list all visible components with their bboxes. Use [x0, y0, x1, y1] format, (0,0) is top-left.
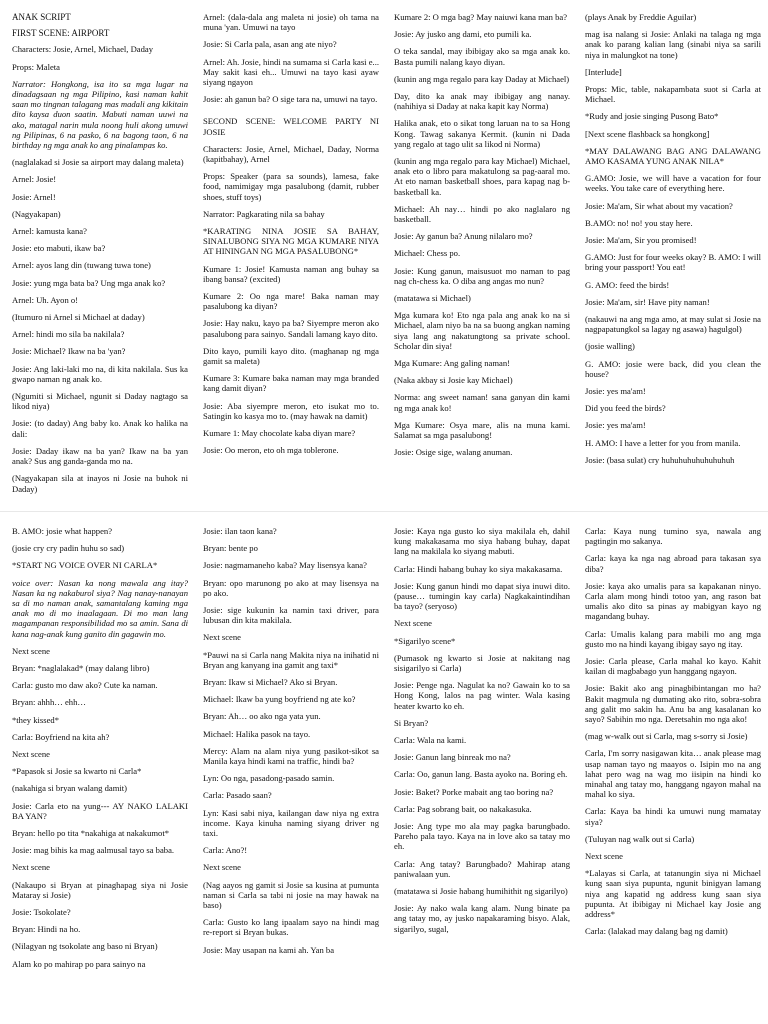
script-line: Josie: Osige sige, walang anuman. — [394, 447, 513, 458]
script-line: (nakauwi na ang mga amo, at may sulat si Josie na nagpapatungkol sa lagay ng asawa) hagulgol) — [585, 314, 761, 335]
script-line: Josie: Hay naku, kayo pa ba? Siyempre meron ako pasalubong para sainyo. Sandali lamang kayo dito. — [203, 318, 379, 339]
script-line: Bryan: ahhh… ehh… — [12, 697, 86, 708]
script-line: Josie: yes ma'am! — [585, 420, 646, 431]
script-line: Arnel: (dala-dala ang maleta ni josie) oh tama na muna 'yan. Umuwi na tayo — [203, 12, 379, 33]
script-line: *Rudy and josie singing Pusong Bato* — [585, 111, 719, 122]
script-line: Michael: Chess po. — [394, 248, 461, 259]
script-line: Josie: Bakit ako ang pinagbibintangan mo ha? Bakit magmula ng dumating ako rito, sobra-sobra ang galit mo sakin ha. Anu ba ang kasalanan ko sayo? Sabihin mo nga. Deretsahin mo nga ako! — [585, 683, 761, 725]
script-line: Josie: Ang type mo ala may pagka barungbado. Pareho pala tayo. Kaya na in love ako sa tatay mo eh. — [394, 821, 570, 852]
script-line: Next scene — [203, 862, 241, 873]
script-line: Characters: Josie, Arnel, Michael, Daday, Norma (kapitbahay), Arnel — [203, 143, 379, 165]
script-line: Kumare 2: O mga bag? May naiuwi kana man ba? — [394, 12, 568, 22]
script-line: Kumare 1: May chocolate kaba diyan mare? — [203, 428, 356, 439]
script-line: Bryan: *naglalakad* (may dalang libro) — [12, 663, 150, 674]
script-line: Dito kayo, pumili kayo dito. (maghanap ng mga gamit sa maleta) — [203, 345, 379, 367]
script-line: Arnel: Josie! — [12, 174, 57, 185]
script-line: Josie: Michael? Ikaw na ba 'yan? — [12, 346, 126, 357]
script-line: Bryan: hello po tita *nakahiga at nakakumot* — [12, 828, 170, 839]
script-line: Carla: Hindi habang buhay ko siya makakasama. — [394, 563, 563, 574]
script-line: Josie: Kaya nga gusto ko siya makilala eh, dahil kung makakasama mo siya habang buhay, dapat lang na makilala ko siyang mabuti. — [394, 526, 570, 557]
script-line: O teka sandal, may ibibigay ako sa mga anak ko. Basta pumili nalang kayo diyan. — [394, 46, 570, 67]
script-line: Norma: ang sweet naman! sana ganyan din kami ng mga anak ko! — [394, 392, 570, 413]
script-line: Narrator: Pagkarating nila sa bahay — [203, 208, 325, 219]
script-line: *START NG VOICE OVER NI CARLA* — [12, 560, 158, 571]
script-line: Carla: Kaya ba hindi ka umuwi nung mamatay siya? — [585, 806, 761, 827]
script-line: Josie: (basa sulat) cry huhuhuhuhuhuhuhuh — [585, 454, 735, 465]
script-line: (Nakaupo si Bryan at pinaghapag siya ni Josie Mataray si Josie) — [12, 879, 188, 900]
script-line: Josie: ilan taon kana? — [203, 526, 277, 536]
script-line: Carla: Ang tatay? Barungbado? Mahirap atang paniwalaan yun. — [394, 858, 570, 879]
script-line: Josie: Arnel! — [12, 191, 56, 202]
script-line: Bryan: Hindi na ho. — [12, 924, 81, 935]
script-line: Kumare 3: Kumare baka naman may mga branded kang damit diyan? — [203, 373, 379, 394]
script-line: (matatawa si Josie habang humihithit ng sigarilyo) — [394, 886, 568, 897]
script-line: Josie: Si Carla pala, asan ang ate niyo? — [203, 39, 337, 50]
script-line: Josie: kaya ako umalis para sa kapakanan ninyo. Carla alam mong hindi totoo yan, ang rason bat umalis ako dito sa pinas ay mabigyan kayo ng magandang buhay. — [585, 580, 761, 622]
script-line: G. AMO: josie were back, did you clean the house? — [585, 358, 761, 379]
script-line: Narrator: Hongkong, isa ito sa mga lugar na dinadagsaan ng mga Pilipino, kasi naman kahit saan mo tingnan talagang mas madali ang kikitain dito kaysa duon saatin. Mabuti naman uuwi na ako, matagal narin mula noong huli akong umuwi ng Pilipinas, 6 na pasko, 6 na bagong taon, 6 na birthday ng mga anak ko ang pinalampas ko. — [12, 78, 188, 151]
script-line: Carla: Gusto ko lang ipaalam sayo na hindi mag re-report si Bryan bukas. — [203, 917, 379, 938]
script-line: Bryan: Ah… oo ako nga yata yun. — [203, 711, 321, 722]
script-line: (Itumuro ni Arnel si Michael at daday) — [12, 312, 145, 323]
script-line: Josie: yes ma'am! — [585, 386, 646, 397]
script-line: (josie cry cry padin huhu so sad) — [12, 543, 125, 554]
script-line: Josie: Ay jusko ang dami, eto pumili ka. — [394, 29, 532, 40]
script-line: Kumare 1: Josie! Kamusta naman ang buhay sa ibang bansa? (excited) — [203, 263, 379, 284]
script-line: Josie: Daday ikaw na ba yan? Ikaw na ba yan anak? Sus ang ganda-ganda mo na. — [12, 445, 188, 467]
script-line: Props: Speaker (para sa sounds), lamesa, fake food, namimigay mga pasalubong (damit, rubber shoes, stuff toys) — [203, 171, 379, 202]
script-line: Carla: Pag sobrang bait, oo nakakasuka. — [394, 803, 532, 814]
script-line: [Next scene flashback sa hongkong] — [585, 128, 710, 139]
bottom-column-1 — [12, 526, 188, 1022]
top-column-3 — [394, 12, 570, 508]
top-column-4 — [585, 12, 761, 508]
script-line: G.AMO: Josie, we will have a vacation for four weeks. You take care of everything here. — [585, 173, 761, 194]
script-line: Josie: Penge nga. Nagulat ka no? Gawain ko to sa Hong Kong, lalos na pag winter. Wala kasing heater kwarto ko eh. — [394, 680, 570, 711]
script-line: *they kissed* — [12, 714, 60, 725]
script-line: Josie: ah ganun ba? O sige tara na, umuwi na tayo. — [203, 94, 378, 105]
script-line: Josie: (to daday) Ang baby ko. Anak ko halika na dali: — [12, 418, 188, 439]
script-line: *MAY DALAWANG BAG ANG DALAWANG AMO KASAMA YUNG ANAK NILA* — [585, 145, 761, 167]
script-line: (Nilagyan ng tsokolate ang baso ni Bryan) — [12, 941, 158, 952]
script-line: G.AMO: Just for four weeks okay? B. AMO: I will bring your passport! You eat! — [585, 252, 761, 273]
script-line: Josie: Ma'am, Sir what about my vacation? — [585, 200, 733, 211]
script-line: Mga kumara ko! Eto nga pala ang anak ko na si Michael, alam niyo ba na sa buong angkan naming siya lang ang nakatungtong sa private school. Scholar din siya! — [394, 310, 570, 351]
script-line: H. AMO: I have a letter for you from manila. — [585, 437, 741, 448]
script-line: Carla: kaya ka nga nag abroad para takasan sya diba? — [585, 553, 761, 574]
script-line: *KARATING NINA JOSIE SA BAHAY, SINALUBONG SIYA NG MGA KUMARE NIYA AT HININGAN NG MGA PASALUBONG* — [203, 226, 379, 257]
script-line: Josie: mag bihis ka mag aalmusal tayo sa baba. — [12, 845, 175, 856]
script-line: Next scene — [12, 749, 50, 760]
script-line: B. AMO: josie what happen? — [12, 526, 113, 536]
script-line: Next scene — [585, 851, 623, 862]
script-line: Josie: Aba siyempre meron, eto isukat mo to. Satingin ko kasya mo to. (may hawak na damit) — [203, 400, 379, 421]
script-line: Carla: gusto mo daw ako? Cute ka naman. — [12, 680, 158, 691]
script-line: Characters: Josie, Arnel, Michael, Daday — [12, 44, 154, 55]
script-line: Next scene — [12, 862, 50, 873]
script-line: Arnel: hindi mo sila ba nakilala? — [12, 329, 125, 340]
script-line: (Tuluyan nag walk out si Carla) — [585, 833, 695, 844]
script-line: Josie: Tsokolate? — [12, 907, 71, 918]
script-line: Halika anak, eto o sikat tong laruan na to sa Hong Kong. Tawag sakanya Kermit. (kunin ni Dada yang regalo at tago ulit sa likod ni Norma) — [394, 118, 570, 149]
script-line: (matatawa si Michael) — [394, 293, 471, 304]
script-line: (kunin ang mga regalo para kay Michael) Michael, anak eto o libro para makatulong sa pag-aaral mo. At eto naman basketball shoes, para kapag nag b-basketball ka. — [394, 156, 570, 197]
script-line: Lyn: Oo nga, pasadong-pasado samin. — [203, 773, 335, 784]
script-line: (Nagyakapan sila at inayos ni Josie na buhok ni Daday) — [12, 473, 188, 494]
script-line: Josie: Ma'am, sir! Have pity naman! — [585, 296, 710, 307]
script-line: Josie: Ay ganun ba? Anung nilalaro mo? — [394, 231, 533, 242]
script-line: (Naka akbay si Josie kay Michael) — [394, 375, 513, 386]
script-line: (josie walling) — [585, 341, 635, 352]
top-column-1 — [12, 12, 188, 508]
script-line: Arnel: Ah. Josie, hindi na sumama si Carla kasi e... May sakit kasi eh... Umuwi na tayo kasi ayaw siyang ngayon — [203, 56, 379, 88]
script-line: Arnel: ayos lang din (tuwang tuwa tone) — [12, 260, 151, 271]
script-line: Props: Maleta — [12, 61, 60, 72]
script-line: Bryan: bente po — [203, 543, 258, 554]
script-line: Josie: Ang laki-laki mo na, di kita nakilala. Sus ka gwapo naman ng anak ko. — [12, 363, 188, 384]
bottom-page-section — [0, 514, 768, 1024]
script-line: Carla: Pasado saan? — [203, 790, 272, 801]
script-line: Carla: Boyfriend na kita ah? — [12, 731, 110, 742]
script-line: Josie: Carla eto na yung--- AY NAKO LALAKI BA YAN? — [12, 800, 188, 821]
script-line: G. AMO: feed the birds! — [585, 279, 670, 290]
script-line: Josie: yung mga bata ba? Ung mga anak ko? — [12, 277, 166, 288]
script-line: Lyn: Kasi sabi niya, kailangan daw niya ng extra income. Kaya kinuha naming siyang driver ng taxi. — [203, 807, 379, 839]
script-line: Josie: Kung ganun, maisusuot mo naman to pag nag ch-chess ka. O diba ang angas mo nun? — [394, 265, 570, 286]
top-page-section — [0, 0, 768, 510]
script-line: Josie: eto mabuti, ikaw ba? — [12, 243, 106, 254]
script-line: Josie: Ma'am, Sir you promised! — [585, 235, 697, 246]
script-line: Carla: Ano?! — [203, 845, 248, 856]
script-line: Josie: Oo meron, eto oh mga toblerone. — [203, 445, 339, 456]
script-line: (Nag aayos ng gamit si Josie sa kusina at pumunta naman si Carla sa tabi ni josie na may hawak na baso) — [203, 879, 379, 911]
script-line: Michael: Ah nay… hindi po ako naglalaro ng basketball. — [394, 203, 570, 225]
script-line: Mga Kumare: Ang galing naman! — [394, 358, 510, 369]
script-line: Mercy: Alam na alam niya yung pasikot-sikot sa Manila kaya hindi kami na traffic, hindi ba? — [203, 745, 379, 767]
script-line: Alam ko po mahirap po para sainyo na — [12, 958, 146, 969]
script-line: Si Bryan? — [394, 717, 429, 728]
script-line: Next scene — [203, 632, 241, 643]
script-line: Did you feed the birds? — [585, 403, 666, 414]
script-line: *Pauwi na si Carla nang Makita niya na inihatid ni Bryan ang kanyang ina gamit ang taxi* — [203, 649, 379, 670]
top-column-2 — [203, 12, 379, 508]
script-line: Carla: Wala na kami. — [394, 735, 467, 746]
script-line: *Lalayas si Carla, at tatanungin siya ni Michael kung saan siya pupunta, ngunit binigyan lamang niya ang kapatid ng address kung saan siya pupunta. At ibibigay ni Michael kay Josie ang address* — [585, 868, 761, 920]
bottom-column-2 — [203, 526, 379, 1022]
script-line: mag isa nalang si Josie: Anlaki na talaga ng mga anak ko parang kalian lang (sinabi niya sa sarili niya in malungkot na tone) — [585, 29, 761, 60]
script-line: ANAK SCRIPT — [12, 12, 71, 22]
script-line: Josie: Kung ganun hindi mo dapat siya inuwi dito. (pause… tumingin kay carla) Nagkakaintindihan ba tayo? (seryoso) — [394, 580, 570, 612]
script-line: Josie: sige kukunin ka namin taxi driver, para lubusan din kita makilala. — [203, 605, 379, 626]
script-line: Props: Mic, table, nakapambata suot si Carla at Michael. — [585, 84, 761, 105]
bottom-column-4 — [585, 526, 761, 1022]
script-line: Carla: Oo, ganun lang. Basta ayoko na. Boring eh. — [394, 769, 568, 780]
script-line: Mga Kumare: Osya mare, alis na muna kami. Salamat sa mga pasalubong! — [394, 419, 570, 441]
script-line: Josie: Baket? Porke mabait ang tao boring na? — [394, 786, 554, 797]
script-line: *Sigarilyo scene* — [394, 635, 456, 646]
script-line: Josie: Ay nako wala kang alam. Nung binate pa ang tatay mo, ay jusko napakaraming bisyo. Alak, sigarilyo, sugal, — [394, 903, 570, 934]
script-line: Carla: Kaya nung tumino sya, nawala ang pagtingin mo sakanya. — [585, 526, 761, 547]
script-line: Next scene — [394, 618, 432, 629]
script-line: Michael: Halika pasok na tayo. — [203, 728, 311, 739]
script-line: Kumare 2: Oo nga mare! Baka naman may pasalubong ka diyan? — [203, 291, 379, 312]
script-line: B.AMO: no! no! you stay here. — [585, 217, 693, 228]
script-line: (kunin ang mga regalo para kay Daday at Michael) — [394, 73, 570, 84]
script-line: [Interlude] — [585, 66, 622, 77]
script-line: Carla: Umalis kalang para mabili mo ang mga gusto mo na hindi kayang ibigay sayo ng itay. — [585, 628, 761, 649]
script-line: Josie: Carla please, Carla mahal ko kayo. Kahit kailan di magbabago yun hanggang ngayon. — [585, 656, 761, 677]
bottom-column-3 — [394, 526, 570, 1022]
script-line: Josie: nagmamaneho kaba? May lisensya kana? — [203, 560, 367, 571]
script-line: Arnel: kamusta kana? — [12, 226, 87, 237]
script-line: Carla, I'm sorry nasigawan kita… anak please mag usap naman tayo ng maayos o. Isipin mo na ang lahat pero wag na wag mo iisipin na hindi ko minahal ang tatay mo, hanggang ngayon mahal na mahal ko siya. — [585, 748, 761, 800]
script-line: *Papasok si Josie sa kwarto ni Carla* — [12, 766, 142, 777]
script-line: Michael: Ikaw ba yung boyfriend ng ate ko? — [203, 694, 356, 705]
script-line: (plays Anak by Freddie Aguilar) — [585, 12, 697, 22]
script-line: Bryan: opo marunong po ako at may lisensya na po ako. — [203, 577, 379, 598]
script-line: (naglalakad si Josie sa airport may dalang maleta) — [12, 157, 184, 168]
script-line: (Pumasok ng kwarto si Josie at nakitang nag sisigarilyo si Carla) — [394, 652, 570, 674]
script-line: (mag w-walk out si Carla, mag s-sorry si Josie) — [585, 731, 748, 742]
script-line: Arnel: Uh. Ayon o! — [12, 294, 79, 305]
script-line: Josie: Ganun lang binreak mo na? — [394, 752, 511, 763]
script-line: voice over: Nasan ka nong mawala ang itay? Nasan ka ng nakaburol siya? Nag nanay-nanayan sa di mo naman anak, samantalang kaming mga anak mo di mo inaalagaan. Di mo man lang magampanan responsibilidad mo sa amin. Sana di kana nag-anak kung ganito din gagawin mo. — [12, 577, 188, 639]
script-line: Bryan: Ikaw si Michael? Ako si Bryan. — [203, 677, 338, 688]
script-line: Day, dito ka anak may ibibigay ang nanay. (nahihiya si Daday at naka kapit kay Norma) — [394, 91, 570, 112]
script-line: (Ngumiti si Michael, ngunit si Daday nagtago sa likod niya) — [12, 391, 188, 412]
script-line: Carla: (lalakad may dalang bag ng damit) — [585, 926, 728, 937]
script-line: (Nagyakapan) — [12, 208, 61, 219]
script-line: SECOND SCENE: WELCOME PARTY NI JOSIE — [203, 116, 379, 137]
script-line: Josie: May usapan na kami ah. Yan ba — [203, 944, 335, 955]
script-line: (nakahiga si bryan walang damit) — [12, 783, 128, 794]
script-line: FIRST SCENE: AIRPORT — [12, 28, 110, 39]
script-line: Next scene — [12, 645, 50, 656]
